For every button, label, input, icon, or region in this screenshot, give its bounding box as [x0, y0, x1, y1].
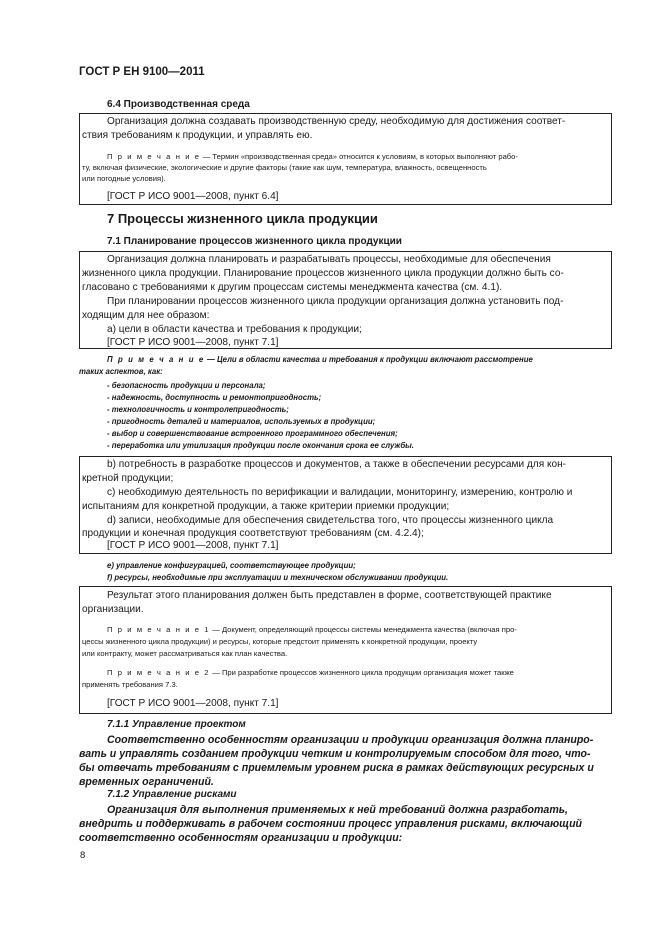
- note-1-line: [107, 624, 517, 636]
- aspect-item: - переработка или утилизация продукции после окончания срока ее службы.: [107, 441, 414, 450]
- document-header: ГОСТ Р ЕН 9100—2011: [79, 66, 205, 78]
- box1-reference: [ГОСТ Р ИСО 9001—2008, пункт 7.1]: [107, 337, 279, 348]
- note-text: — Термин «производственная среда» относится к условиям, в которых выполняют рабо-: [200, 152, 518, 161]
- s712-line: соответственно особенностям организации и продукции:: [79, 832, 403, 844]
- section-7-1-box-1: [79, 251, 612, 349]
- page-number: 8: [80, 850, 86, 861]
- s64-note-line: ту, включая физические, экологические и другие факторы (такие как шум, температура, влажность, освещенность: [82, 163, 487, 172]
- box1-line: При планировании процессов жизненного цикла продукции организация должна установить под-: [107, 296, 564, 307]
- box3-line: организации.: [82, 604, 144, 615]
- note-1-line: или контракту, может рассматриваться как план качества.: [82, 649, 288, 658]
- note-label: П р и м е ч а н и е: [107, 355, 205, 364]
- note-label: П р и м е ч а н и е 1: [107, 625, 211, 634]
- aspect-item: - выбор и совершенствование встроенного программного обеспечения;: [107, 429, 398, 438]
- s64-note-line: [107, 151, 518, 163]
- box2-line: c) необходимую деятельность по верификации и валидации, мониторингу, измерению, контролю и: [107, 487, 573, 498]
- s712-line: Организация для выполнения применяемых к ней требований должна разработать,: [107, 804, 568, 816]
- box3-line: Результат этого планирования должен быть представлен в форме, соответствующей практике: [107, 590, 552, 601]
- section-7-1-title: 7.1 Планирование процессов жизненного цикла продукции: [107, 236, 402, 247]
- box2-line: продукции и конечная продукция соответствуют требованиям (см. 4.2.4);: [82, 528, 424, 539]
- aspects-note-line: таких аспектов, как:: [79, 367, 163, 376]
- section-6-4-title: 6.4 Производственная среда: [107, 99, 250, 110]
- s711-line: бы отвечать требованиям с приемлемым уровнем риска в рамках действующих ресурсных и: [79, 762, 594, 774]
- box2-line: испытаниям для конкретной продукции, а также критерии приемки продукции;: [82, 501, 450, 512]
- s64-note-line: или погодные условия).: [82, 174, 166, 183]
- box2-line: b) потребность в разработке процессов и документов, а также в обеспечении ресурсами для кон-: [107, 459, 567, 470]
- box1-line: Организация должна планировать и разрабатывать процессы, необходимые для обеспечения: [107, 254, 551, 265]
- note-label: П р и м е ч а н и е 2: [107, 668, 211, 677]
- note-label: П р и м е ч а н и е: [107, 152, 201, 161]
- s64-text-line: Организация должна создавать производственную среду, необходимую для достижения соответ-: [107, 116, 566, 127]
- s64-text-line: ствия требованиям к продукции, и управлять ею.: [82, 130, 313, 141]
- box1-line: жизненного цикла продукции. Планирование процессов жизненного цикла продукции должно быть со-: [82, 268, 564, 279]
- item-f: f) ресурсы, необходимые при эксплуатации и техническом обслуживании продукции.: [107, 573, 449, 582]
- section-7-title: 7 Процессы жизненного цикла продукции: [107, 211, 378, 226]
- section-7-1-box-3: [79, 586, 612, 714]
- box3-reference: [ГОСТ Р ИСО 9001—2008, пункт 7.1]: [107, 698, 279, 709]
- s711-line: вать и управлять созданием продукции четким и контролируемым способом для того, что-: [79, 748, 591, 760]
- section-7-1-box-2: [79, 456, 612, 554]
- s64-reference: [ГОСТ Р ИСО 9001—2008, пункт 6.4]: [107, 191, 279, 202]
- box2-line: кретной продукции;: [82, 473, 174, 484]
- note-text: — Цели в области качества и требования к продукции включают рассмотрение: [204, 355, 533, 364]
- section-7-1-2-title: 7.1.2 Управление рисками: [107, 789, 237, 800]
- item-e: е) управление конфигурацией, соответствующее продукции;: [107, 561, 356, 570]
- note-text: — При разработке процессов жизненного цикла продукции организация может также: [210, 668, 514, 677]
- s711-line: временных ограничений.: [79, 776, 214, 788]
- note-text: — Документ, определяющий процессы системы менеджмента качества (включая про-: [210, 625, 517, 634]
- note-1-line: цессы жизненного цикла продукции) и ресурсы, которые предстоит применять к конкретной продукции, проекту: [82, 637, 478, 646]
- aspect-item: - пригодность деталей и материалов, используемых в продукции;: [107, 417, 376, 426]
- box1-line: ходящим для нее образом:: [82, 310, 210, 321]
- box2-reference: [ГОСТ Р ИСО 9001—2008, пункт 7.1]: [107, 540, 279, 551]
- box1-line: а) цели в области качества и требования к продукции;: [107, 324, 362, 335]
- s711-line: Соответственно особенностям организации и продукции организация должна планиро-: [107, 734, 594, 746]
- section-6-4-box: [79, 113, 612, 205]
- note-2-line: применять требования 7.3.: [82, 680, 178, 689]
- section-7-1-1-title: 7.1.1 Управление проектом: [107, 719, 246, 730]
- aspect-item: - технологичность и контролепригодность;: [107, 405, 289, 414]
- note-2-line: [107, 667, 514, 679]
- aspect-item: - безопасность продукции и персонала;: [107, 381, 266, 390]
- aspects-note-line: [107, 354, 533, 365]
- s712-line: внедрить и поддерживать в рабочем состоянии процесс управления рисками, включающий: [79, 818, 583, 830]
- box1-line: гласовано с требованиями к другим процессам системы менеджмента качества (см. 4.1).: [82, 282, 503, 293]
- box2-line: d) записи, необходимые для обеспечения свидетельства того, что процессы жизненного цикла: [107, 515, 554, 526]
- aspect-item: - надежность, доступность и ремонтопригодность;: [107, 393, 322, 402]
